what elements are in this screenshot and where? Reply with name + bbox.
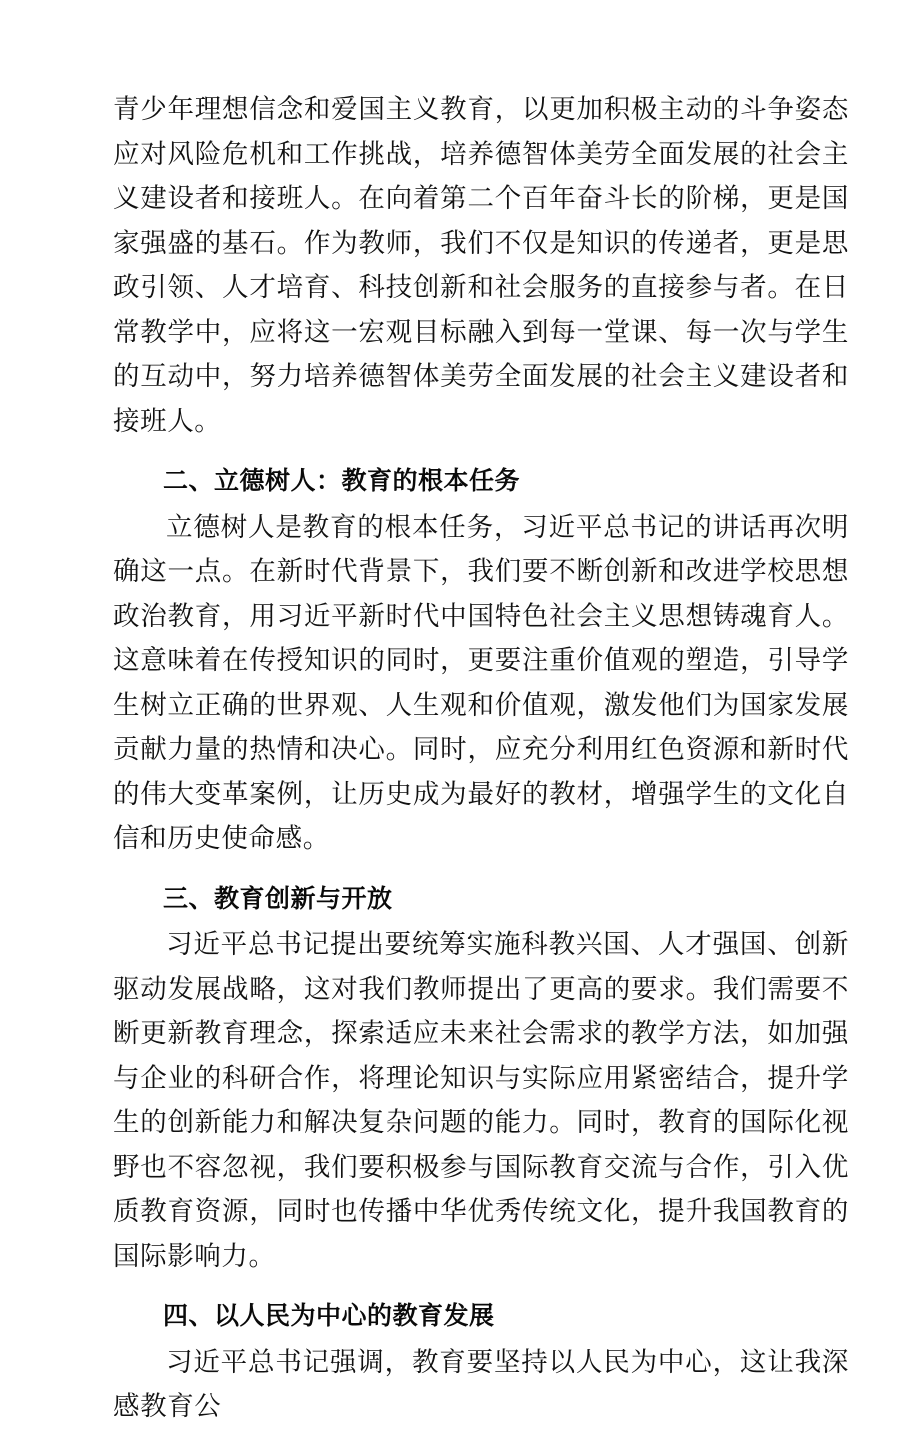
paragraph-section-two-body: 立德树人是教育的根本任务，习近平总书记的讲话再次明确这一点。在新时代背景下，我们要不断创新和改进学校思想政治教育，用习近平新时代中国特色社会主义思想铸魂育人。这意味着在传授知识的同时，更要注重价值观的塑造，引导学生树立正确的世界观、人生观和价值观，激发他们为国家发展贡献力量的热情和决心。同时，应充分利用红色资源和新时代的伟大变革案例，让历史成为最好的教材，增强学生的文化自信和历史使命感。 (113, 511, 849, 854)
paragraph-section-four-body: 习近平总书记强调，教育要坚持以人民为中心，这让我深感教育公 (113, 1346, 849, 1422)
paragraph-continued-opening: 青少年理想信念和爱国主义教育，以更加积极主动的斗争姿态应对风险危机和工作挑战，培养德智体美劳全面发展的社会主义建设者和接班人。在向着第二个百年奋斗长的阶梯，更是国家强盛的基石。作为教师，我们不仅是知识的传递者，更是思政引领、人才培育、科技创新和社会服务的直接参与者。在日常教学中，应将这一宏观目标融入到每一堂课、每一次与学生的互动中，努力培养德智体美劳全面发展的社会主义建设者和接班人。 (113, 94, 849, 437)
heading-section-three: 三、教育创新与开放 (163, 884, 393, 913)
paragraph-section-three-body: 习近平总书记提出要统筹实施科教兴国、人才强国、创新驱动发展战略，这对我们教师提出了更高的要求。我们需要不断更新教育理念，探索适应未来社会需求的教学方法，如加强与企业的科研合作，将理论知识与实际应用紧密结合，提升学生的创新能力和解决复杂问题的能力。同时，教育的国际化视野也不容忽视，我们要积极参与国际教育交流与合作，引入优质教育资源，同时也传播中华优秀传统文化，提升我国教育的国际影响力。 (113, 929, 849, 1272)
document-text-column (113, 88, 849, 1430)
heading-section-four: 四、以人民为中心的教育发展 (163, 1302, 495, 1330)
heading-section-two: 二、立德树人：教育的根本任务 (163, 467, 521, 495)
